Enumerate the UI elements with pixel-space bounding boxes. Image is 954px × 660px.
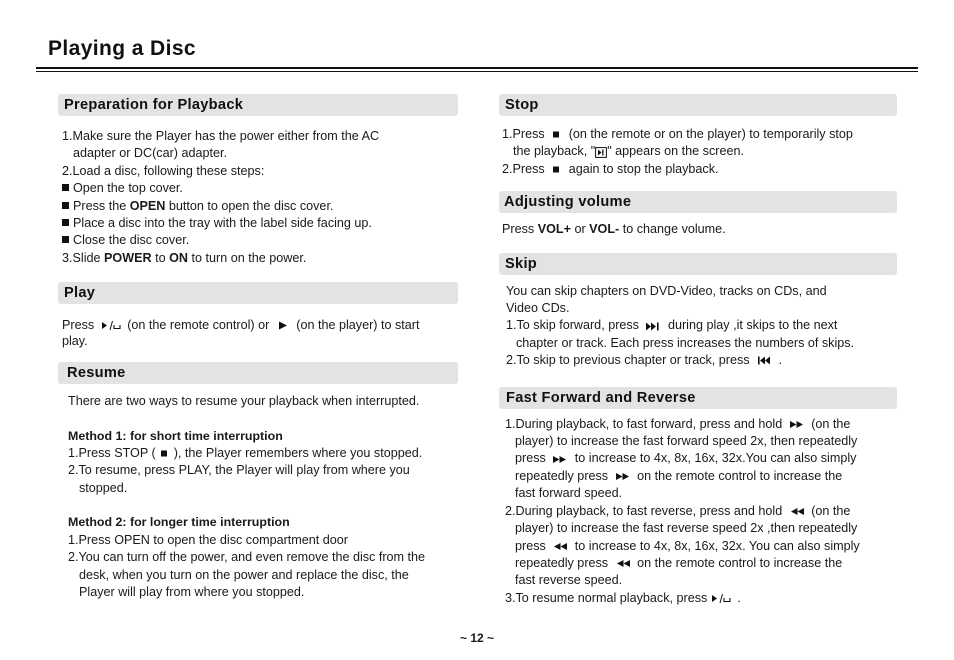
square-bullet-icon bbox=[62, 236, 69, 243]
prep-bullet-4: Close the disc cover. bbox=[62, 232, 458, 249]
play-icon bbox=[276, 320, 290, 331]
ffrev-body: 1.During playback, to fast forward, press and hold (on the player) to increase the fast forward speed 2x, then repeatedly press to increase to 4x, 8x, 16x, 32x.You can also simply repeatedly press on the remote control to increase the fast forward speed. 2.During playback, to fast reverse, press and hold (on the player) to increase the fast reverse speed 2x ,then repeatedly press to increase to 4x, 8x, 16x, 32x. You can also simply repeatedly press on the remote control to increase the fast reverse speed. 3.To resume normal playback, press . bbox=[505, 416, 860, 605]
resume-body: There are two ways to resume your playback when interrupted. Method 1: for short time interruption 1.Press STOP ( ), the Player remembers where you stopped. 2.To resume, press PLAY, the Player will play from where you stopped. Method 2: for longer time interruption 1.Press OPEN to open the disc compartment door 2.You can turn off the power, and even remove the disc from the desk, when you turn on the power and replace the disc, the Player will play from where you stopped. bbox=[58, 393, 458, 601]
fast-forward-icon bbox=[789, 419, 805, 430]
skip-forward-icon bbox=[645, 321, 661, 332]
stop-resume-display-icon bbox=[595, 147, 607, 158]
section-heading-preparation: Preparation for Playback bbox=[58, 94, 458, 116]
prep-bullet-2: Press the OPEN button to open the disc cover. bbox=[62, 198, 458, 215]
section-heading-play: Play bbox=[58, 282, 458, 304]
section-heading-volume: Adjusting volume bbox=[499, 191, 897, 213]
prep-line-3: 3.Slide POWER to ON to turn on the power. bbox=[62, 250, 307, 265]
page-title: Playing a Disc bbox=[48, 37, 196, 60]
prep-line-1b: adapter or DC(car) adapter. bbox=[73, 146, 227, 161]
preparation-body bbox=[58, 128, 458, 267]
square-bullet-icon bbox=[62, 202, 69, 209]
prep-bullet-1: Open the top cover. bbox=[62, 180, 458, 197]
prep-line-1: 1.Make sure the Player has the power either from the AC bbox=[62, 129, 380, 143]
prep-line-2: 2.Load a disc, following these steps: bbox=[62, 163, 265, 178]
section-heading-fast-forward-reverse: Fast Forward and Reverse bbox=[499, 387, 897, 409]
skip-body: You can skip chapters on DVD-Video, tracks on CDs, and Video CDs. 1.To skip forward, press during play ,it skips to the next chapter or track. Each press increases the numbers of skips. 2.To skip to previous chapter or track, press . bbox=[506, 283, 855, 368]
play-body: Press (on the remote control) or (on the player) to start play. bbox=[62, 318, 420, 349]
fast-reverse-icon bbox=[789, 506, 805, 517]
method-2-title: Method 2: for longer time interruption bbox=[68, 515, 290, 530]
prep-bullet-3: Place a disc into the tray with the label side facing up. bbox=[62, 215, 458, 232]
page-number: ~ 12 ~ bbox=[459, 631, 495, 645]
stop-icon bbox=[160, 448, 169, 459]
volume-body: Press VOL+ or VOL- to change volume. bbox=[502, 222, 726, 237]
title-rule-thick bbox=[36, 67, 918, 69]
stop-icon bbox=[551, 164, 562, 175]
stop-body: 1.Press (on the remote or on the player) to temporarily stop the playback, " " appears on the screen. 2.Press again to stop the playback. bbox=[502, 127, 853, 176]
right-column bbox=[499, 94, 897, 607]
stop-icon bbox=[551, 129, 562, 140]
fast-reverse-icon bbox=[615, 558, 631, 569]
fast-forward-icon bbox=[552, 454, 568, 465]
play-pause-icon bbox=[711, 593, 731, 604]
left-column bbox=[58, 94, 458, 601]
title-rule-thin bbox=[36, 71, 918, 72]
method-1-title: Method 1: for short time interruption bbox=[68, 428, 283, 443]
fast-reverse-icon bbox=[552, 541, 568, 552]
section-heading-resume: Resume bbox=[58, 362, 458, 384]
section-heading-stop: Stop bbox=[499, 94, 897, 116]
resume-intro: There are two ways to resume your playback when interrupted. bbox=[68, 394, 420, 409]
skip-back-icon bbox=[756, 355, 772, 366]
fast-forward-icon bbox=[615, 471, 631, 482]
square-bullet-icon bbox=[62, 219, 69, 226]
section-heading-skip: Skip bbox=[499, 253, 897, 275]
square-bullet-icon bbox=[62, 184, 69, 191]
play-pause-icon bbox=[101, 320, 121, 331]
